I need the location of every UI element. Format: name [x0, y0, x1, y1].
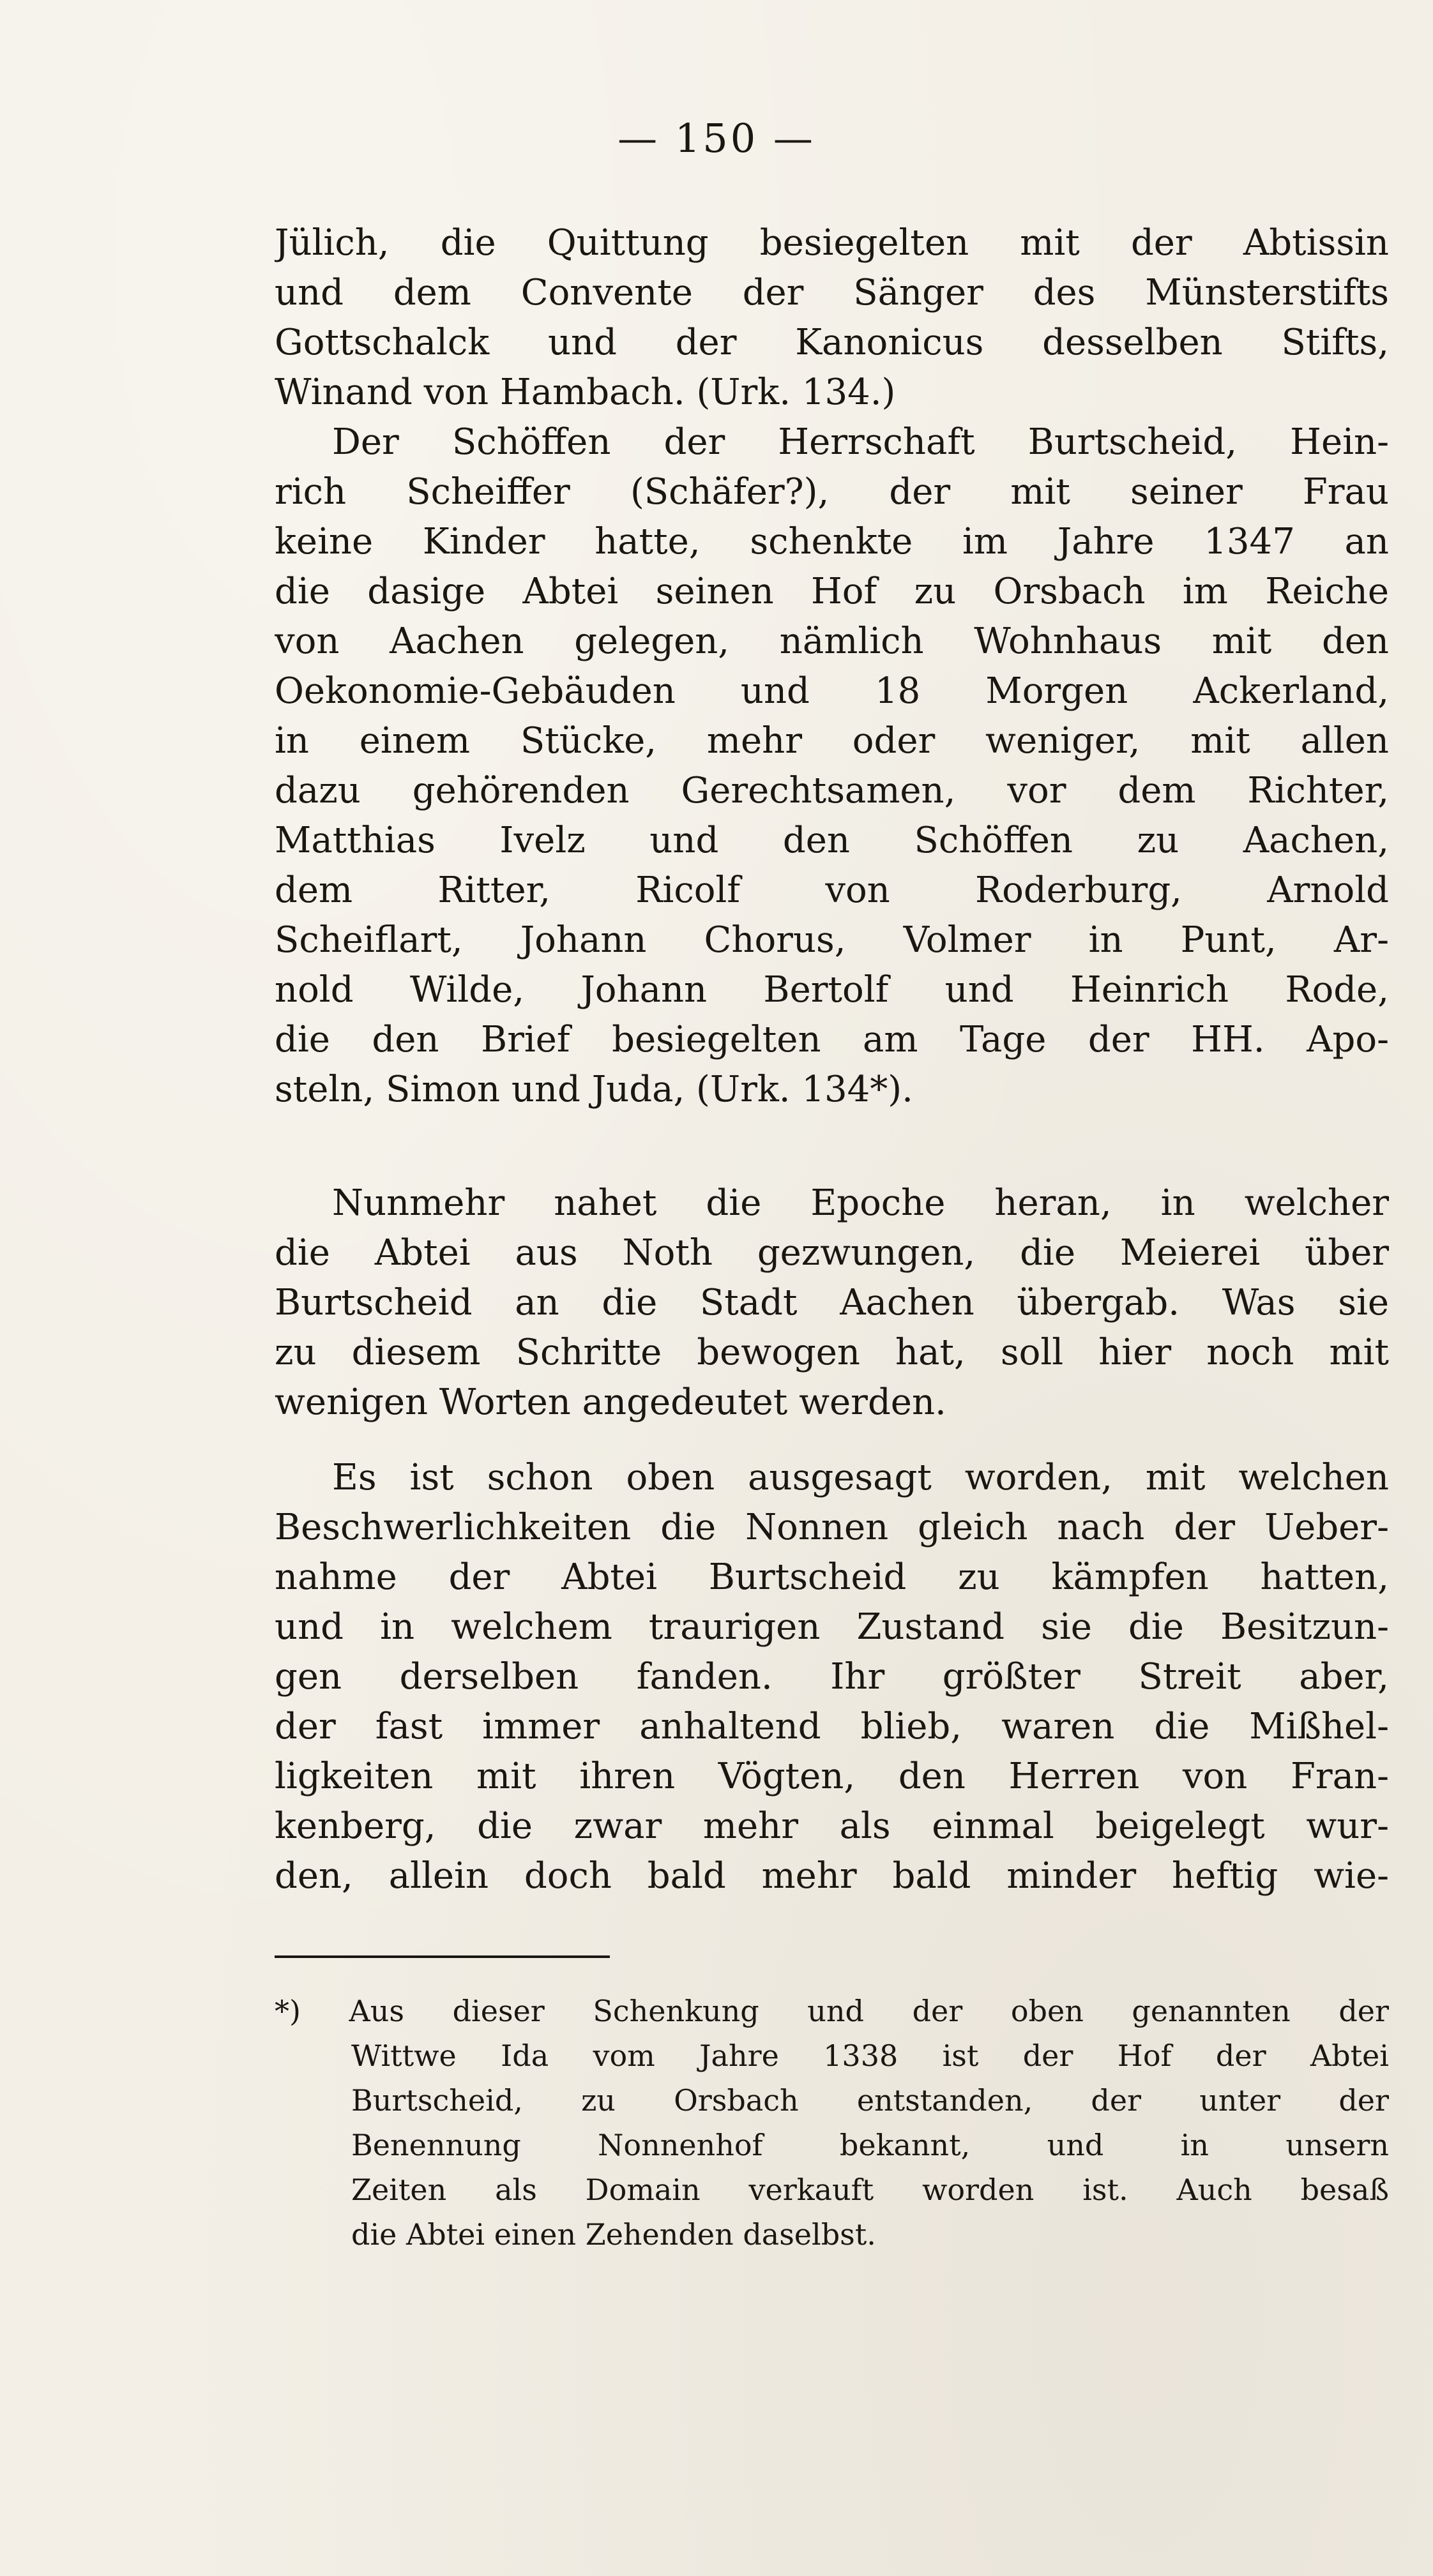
text-line: die den Brief besiegelten am Tage der HH. Apo-: [275, 1019, 1389, 1060]
text-line: rich Scheiffer (Schäfer?), der mit seiner Frau: [275, 471, 1389, 513]
text-line: von Aachen gelegen, nämlich Wohnhaus mit den: [275, 621, 1389, 662]
text-line: ligkeiten mit ihren Vögten, den Herren von Fran-: [275, 1756, 1389, 1797]
footnote-line: Zeiten als Domain verkauft worden ist. Auch besaß: [351, 2173, 1389, 2207]
footnote-line: *) Aus dieser Schenkung und der oben genannten der: [275, 1994, 1389, 2028]
text-line: Jülich, die Quittung besiegelten mit der Abtissin: [275, 222, 1389, 264]
text-line: wenigen Worten angedeutet werden.: [275, 1382, 946, 1423]
text-line: Burtscheid an die Stadt Aachen übergab. Was sie: [275, 1282, 1389, 1323]
text-line: der fast immer anhaltend blieb, waren die Mißhel-: [275, 1706, 1389, 1747]
text-line: die dasige Abtei seinen Hof zu Orsbach im Reiche: [275, 571, 1389, 612]
text-line: den, allein doch bald mehr bald minder heftig wie-: [275, 1855, 1389, 1897]
text-line: dem Ritter, Ricolf von Roderburg, Arnold: [275, 870, 1389, 911]
text-line: in einem Stücke, mehr oder weniger, mit allen: [275, 720, 1389, 762]
text-line: kenberg, die zwar mehr als einmal beigelegt wur-: [275, 1805, 1389, 1847]
text-line: Matthias Ivelz und den Schöffen zu Aachen,: [275, 820, 1389, 861]
text-line: nahme der Abtei Burtscheid zu kämpfen hatten,: [275, 1556, 1389, 1598]
footnote-line: Burtscheid, zu Orsbach entstanden, der unter der: [351, 2083, 1389, 2118]
text-line: Der Schöffen der Herrschaft Burtscheid, Hein-: [332, 421, 1389, 463]
text-line: Scheiflart, Johann Chorus, Volmer in Punt, Ar-: [275, 919, 1389, 961]
text-line: keine Kinder hatte, schenkte im Jahre 1347 an: [275, 521, 1389, 562]
text-line: steln, Simon und Juda, (Urk. 134*).: [275, 1069, 913, 1110]
text-line: Nunmehr nahet die Epoche heran, in welcher: [332, 1182, 1389, 1224]
text-line: Oekonomie-Gebäuden und 18 Morgen Ackerland,: [275, 670, 1389, 712]
footnote-line: die Abtei einen Zehenden daselbst.: [351, 2217, 876, 2252]
text-line: Gottschalck und der Kanonicus desselben Stifts,: [275, 322, 1389, 363]
text-line: und dem Convente der Sänger des Münsterstifts: [275, 272, 1389, 313]
text-line: dazu gehörenden Gerechtsamen, vor dem Richter,: [275, 770, 1389, 811]
text-line: und in welchem traurigen Zustand sie die Besitzun-: [275, 1606, 1389, 1648]
text-line: die Abtei aus Noth gezwungen, die Meierei über: [275, 1232, 1389, 1274]
text-line: Beschwerlichkeiten die Nonnen gleich nach der Ueber-: [275, 1507, 1389, 1548]
text-line: Es ist schon oben ausgesagt worden, mit welchen: [332, 1457, 1389, 1498]
text-line: zu diesem Schritte bewogen hat, soll hier noch mit: [275, 1332, 1389, 1373]
text-line: Winand von Hambach. (Urk. 134.): [275, 372, 896, 413]
footnote-line: Wittwe Ida vom Jahre 1338 ist der Hof der Abtei: [351, 2038, 1389, 2073]
footnote-divider: [275, 1955, 610, 1958]
page-number: — 150 —: [618, 115, 815, 162]
text-line: nold Wilde, Johann Bertolf und Heinrich Rode,: [275, 969, 1389, 1011]
text-line: gen derselben fanden. Ihr größter Streit aber,: [275, 1656, 1389, 1698]
footnote-line: Benennung Nonnenhof bekannt, und in unsern: [351, 2128, 1389, 2162]
